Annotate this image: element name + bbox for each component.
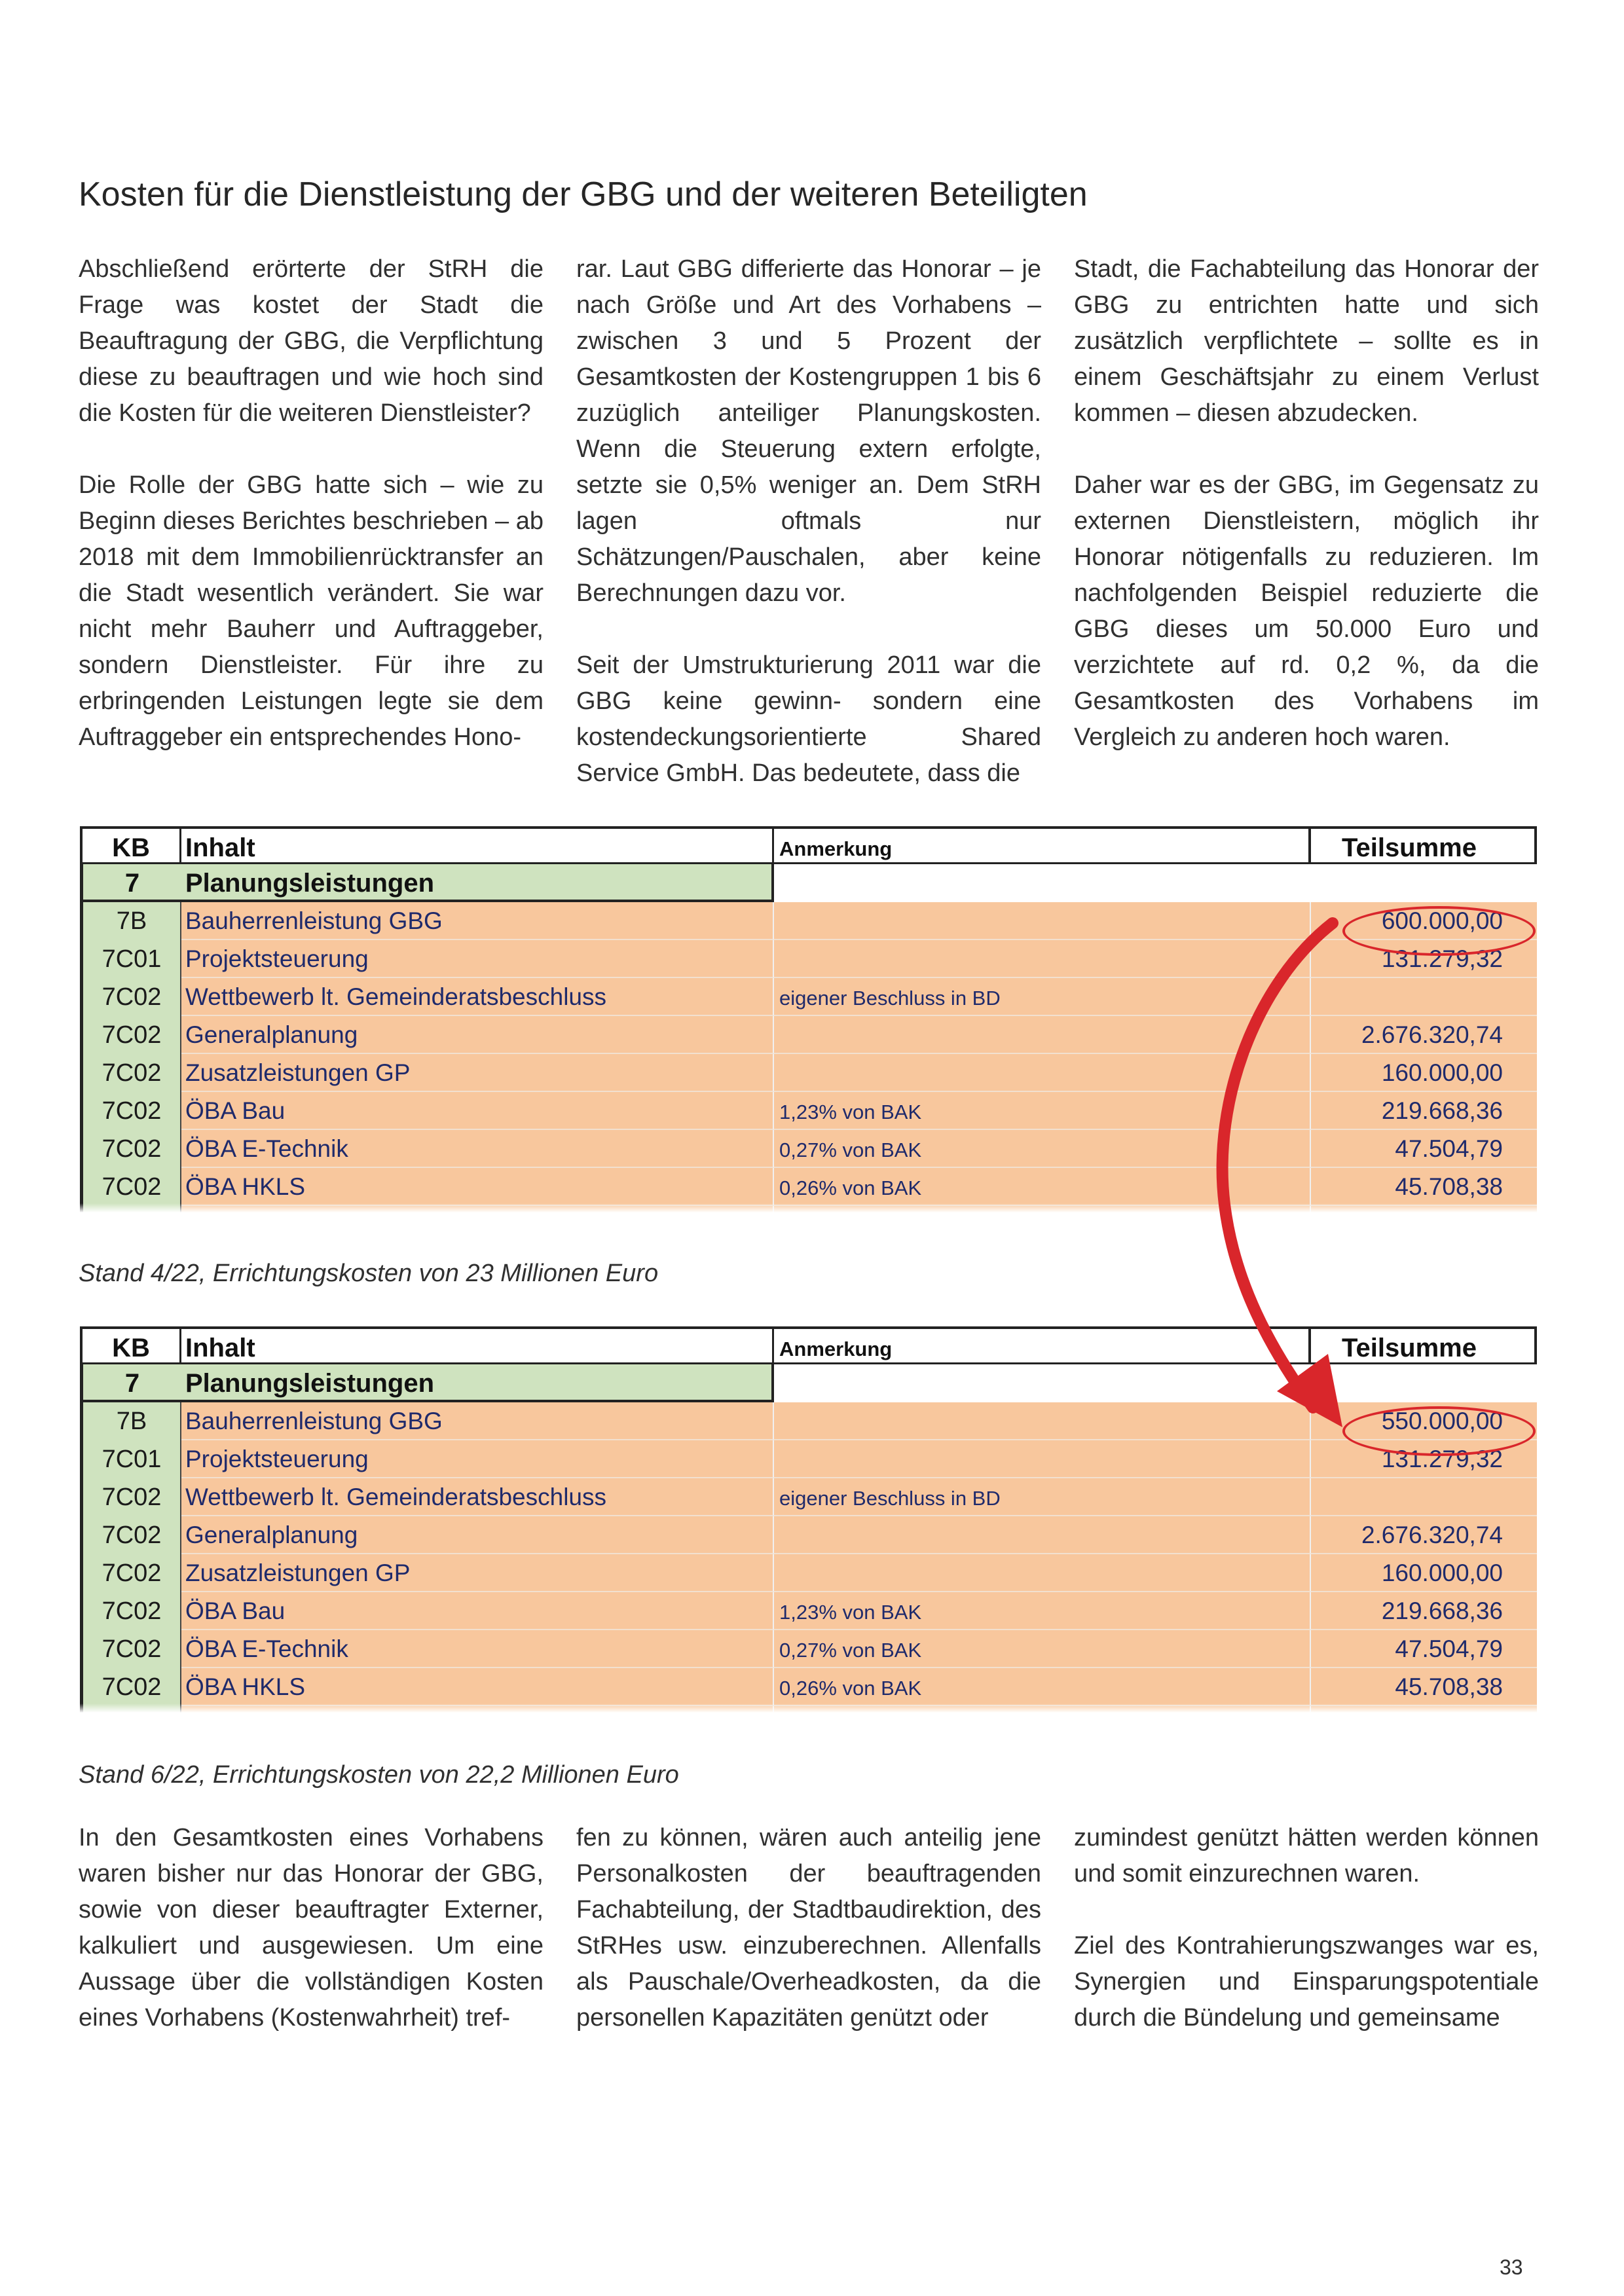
cell-anmerkung	[774, 1554, 1311, 1592]
cell-teilsumme: 160.000,00	[1311, 1554, 1537, 1592]
paragraph: Stadt, die Fachabteilung das Honorar der GBG zu entrichten hatte und sich zusätzlich verpflichtete – sollte es in einem Geschäftsjahr zu einem Verlust kommen – diesen abzudecken.	[1074, 255, 1539, 427]
cell-inhalt: ÖBA E-Technik	[181, 1630, 774, 1668]
cell-kb: 7C01	[80, 940, 181, 978]
cell-inhalt: ÖBA HKLS	[181, 1668, 774, 1706]
section-kb: 7	[80, 1364, 181, 1402]
cell-kb: 7C02	[80, 1668, 181, 1706]
table-row	[80, 1592, 1537, 1630]
cell-kb: 7C02	[80, 1630, 181, 1668]
cell-inhalt: ÖBA Bau	[181, 1092, 774, 1130]
table-row	[80, 1440, 1537, 1478]
cell-kb: 7C01	[80, 1440, 181, 1478]
page-heading: Kosten für die Dienstleistung der GBG und der weiteren Beteiligten	[79, 175, 1088, 213]
cell-kb: 7C02	[80, 1092, 181, 1130]
table-row	[80, 1478, 1537, 1516]
top-column-3	[1074, 251, 1539, 756]
top-column-2	[576, 251, 1041, 792]
cell-anmerkung: 0,26% von BAK	[774, 1168, 1311, 1206]
curved-arrow-icon	[1179, 903, 1375, 1440]
cell-kb: 7C02	[80, 1478, 181, 1516]
table-header-row	[80, 826, 1537, 864]
cell-teilsumme: 600.000,00	[1311, 902, 1537, 940]
section-row	[80, 864, 1537, 902]
paragraph: zumindest genützt hätten werden können und somit einzurechnen waren.	[1074, 1824, 1539, 1887]
table-row	[80, 1668, 1537, 1706]
cell-inhalt: Generalplanung	[181, 1016, 774, 1054]
cell-kb: 7C02	[80, 1516, 181, 1554]
header-inhalt: Inhalt	[181, 1326, 774, 1364]
cell-teilsumme: 131.279,32	[1311, 940, 1537, 978]
header-anmerkung: Anmerkung	[774, 1326, 1311, 1364]
cell-inhalt: Zusatzleistungen GP	[181, 1554, 774, 1592]
table-row	[80, 1516, 1537, 1554]
cell-teilsumme: 2.676.320,74	[1311, 1516, 1537, 1554]
cell-teilsumme: 47.504,79	[1311, 1130, 1537, 1168]
cell-inhalt: ÖBA HKLS	[181, 1168, 774, 1206]
cell-anmerkung: 0,26% von BAK	[774, 1668, 1311, 1706]
cell-teilsumme: 45.708,38	[1311, 1668, 1537, 1706]
paragraph: Abschließend erörterte der StRH die Frage was kostet der Stadt die Beauftragung der GBG, die Verpflichtung diese zu beauftragen und wie hoch sind die Kosten für die weiteren Dienstleister?	[79, 255, 544, 427]
table-row	[80, 1554, 1537, 1592]
section-label: Planungsleistungen	[181, 864, 774, 902]
paragraph: Daher war es der GBG, im Gegensatz zu externen Dienstleistern, möglich ihr Honorar nötigenfalls zu reduzieren. Im nachfolgenden Beispiel reduzierte die GBG dieses um 50.000 Euro und verzichtete auf rd. 0,2 %, da die Gesamtkosten des Vorhabens im Vergleich zu anderen hoch waren.	[1074, 471, 1539, 751]
cell-anmerkung: 0,27% von BAK	[774, 1130, 1311, 1168]
cell-kb: 7C02	[80, 1554, 181, 1592]
cell-inhalt: ÖBA Bau	[181, 1592, 774, 1630]
header-kb: KB	[80, 826, 181, 864]
paragraph: rar. Laut GBG differierte das Honorar – je nach Größe und Art des Vorhabens – zwischen 3 und 5 Prozent der Gesamtkosten der Kostengruppen 1 bis 6 zuzüglich anteiliger Planungskosten. Wenn die Steuerung extern erfolgte, setzte sie 0,5% weniger an. Dem StRH lagen oftmals nur Schätzungen/Pauschalen, aber keine Berechnungen dazu vor.	[576, 255, 1041, 607]
cell-anmerkung: 0,27% von BAK	[774, 1630, 1311, 1668]
cell-inhalt: Bauherrenleistung GBG	[181, 1402, 774, 1440]
cell-inhalt: Wettbewerb lt. Gemeinderatsbeschluss	[181, 978, 774, 1016]
cell-kb: 7C02	[80, 1592, 181, 1630]
cell-anmerkung: eigener Beschluss in BD	[774, 978, 1311, 1016]
top-column-1	[79, 251, 544, 756]
cell-kb: 7C02	[80, 1016, 181, 1054]
paragraph: Ziel des Kontrahierungszwanges war es, Synergien und Einsparungspotentiale durch die Bündelung und gemeinsame	[1074, 1932, 1539, 2032]
cell-anmerkung: 1,23% von BAK	[774, 1592, 1311, 1630]
cell-inhalt: Projektsteuerung	[181, 1440, 774, 1478]
cell-inhalt: ÖBA E-Technik	[181, 1130, 774, 1168]
cell-inhalt: Bauherrenleistung GBG	[181, 902, 774, 940]
cell-teilsumme: 131.279,32	[1311, 1440, 1537, 1478]
cell-kb: 7C02	[80, 1168, 181, 1206]
cell-inhalt: Projektsteuerung	[181, 940, 774, 978]
paragraph: Seit der Umstrukturierung 2011 war die GBG keine gewinn- sondern eine kostendeckungsorientierte Shared Service GmbH. Das bedeutete, dass die	[576, 651, 1041, 787]
cell-kb: 7B	[80, 1402, 181, 1440]
cell-anmerkung	[774, 1440, 1311, 1478]
cell-kb: 7C02	[80, 1130, 181, 1168]
cell-anmerkung: eigener Beschluss in BD	[774, 1478, 1311, 1516]
cell-inhalt: Zusatzleistungen GP	[181, 1054, 774, 1092]
cell-teilsumme: 47.504,79	[1311, 1630, 1537, 1668]
header-inhalt: Inhalt	[181, 826, 774, 864]
bottom-column-3	[1074, 1820, 1539, 2036]
cell-teilsumme: 219.668,36	[1311, 1092, 1537, 1130]
cell-kb: 7B	[80, 902, 181, 940]
cell-teilsumme: 219.668,36	[1311, 1592, 1537, 1630]
cell-kb: 7C02	[80, 978, 181, 1016]
paragraph: fen zu können, wären auch anteilig jene Personalkosten der beauftragenden Fachabteilung, der Stadtbaudirektion, des StRHes usw. einzuberechnen. Allenfalls als Pauschale/Overheadkosten, da die personellen Kapazitäten genützt oder	[576, 1824, 1041, 2032]
paragraph: In den Gesamtkosten eines Vorhabens waren bisher nur das Honorar der GBG, sowie von dieser beauftragter Externer, kalkuliert und ausgewiesen. Um eine Aussage über die vollständigen Kosten eines Vorhabens (Kostenwahrheit) tref-	[79, 1824, 544, 2032]
page-number: 33	[1500, 2255, 1523, 2279]
paragraph: Die Rolle der GBG hatte sich – wie zu Beginn dieses Berichtes beschrieben – ab 2018 mit dem Immobilienrücktransfer an die Stadt wesentlich verändert. Sie war nicht mehr Bauherr und Auftraggeber, sondern Dienstleister. Für ihre zu erbringenden Leistungen legte sie dem Auftraggeber ein entsprechendes Hono-	[79, 471, 544, 751]
cell-inhalt: Generalplanung	[181, 1516, 774, 1554]
table-row	[80, 1630, 1537, 1668]
cell-inhalt: Wettbewerb lt. Gemeinderatsbeschluss	[181, 1478, 774, 1516]
header-anmerkung: Anmerkung	[774, 826, 1311, 864]
table-caption: Stand 4/22, Errichtungskosten von 23 Millionen Euro	[79, 1260, 659, 1287]
header-kb: KB	[80, 1326, 181, 1364]
cell-anmerkung	[774, 1516, 1311, 1554]
cell-anmerkung: 1,23% von BAK	[774, 1092, 1311, 1130]
cell-teilsumme	[1311, 1478, 1537, 1516]
table-caption: Stand 6/22, Errichtungskosten von 22,2 Millionen Euro	[79, 1761, 679, 1789]
cell-teilsumme: 160.000,00	[1311, 1054, 1537, 1092]
cell-kb: 7C02	[80, 1054, 181, 1092]
bottom-column-1	[79, 1820, 544, 2036]
section-label: Planungsleistungen	[181, 1364, 774, 1402]
table-fade	[80, 1704, 1537, 1713]
cell-teilsumme: 550.000,00	[1311, 1402, 1537, 1440]
bottom-column-2	[576, 1820, 1041, 2036]
section-kb: 7	[80, 864, 181, 902]
cell-teilsumme: 45.708,38	[1311, 1168, 1537, 1206]
header-teilsumme: Teilsumme	[1311, 826, 1537, 864]
cell-teilsumme: 2.676.320,74	[1311, 1016, 1537, 1054]
header-teilsumme: Teilsumme	[1311, 1326, 1537, 1364]
